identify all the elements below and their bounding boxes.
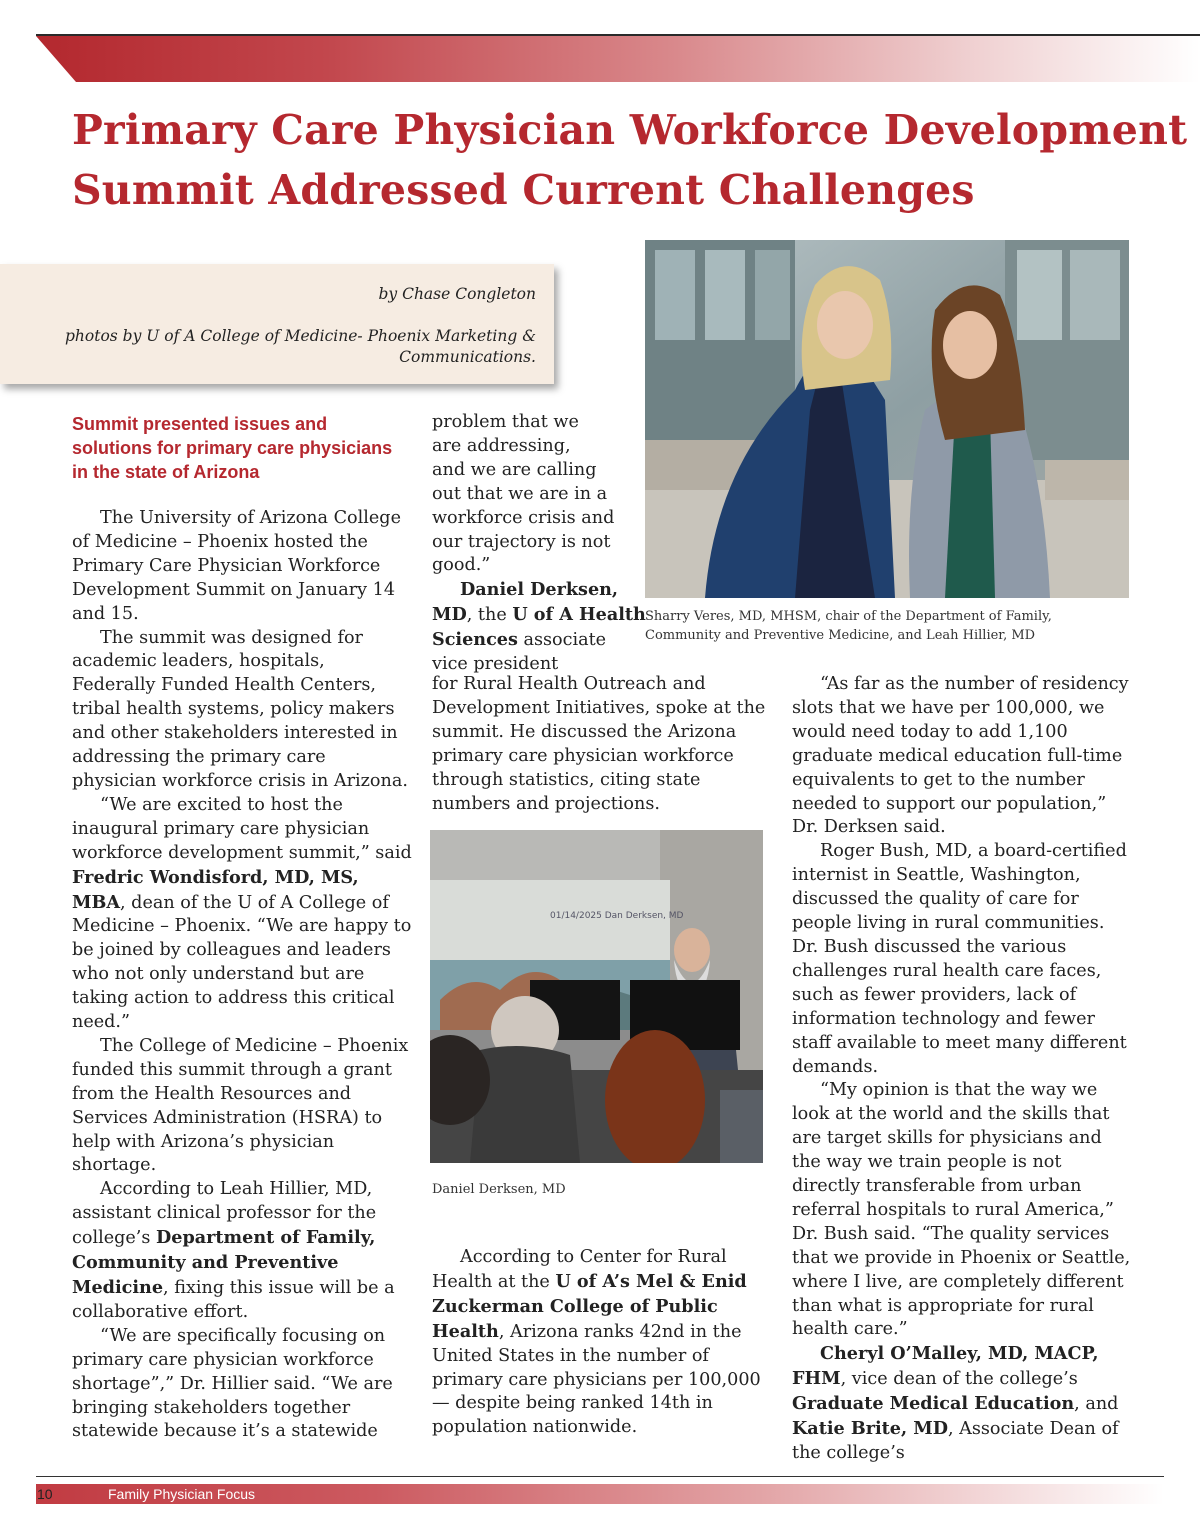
text-line: MD, the U of A Health (432, 604, 646, 626)
paragraph: “As far as the number of residency slots that we have per 100,000, we would need today to add 1,100 graduate medical education full-time equivalents to get to the number needed to support our population,” Dr. Derksen said. (792, 674, 1129, 838)
dept-name: Department of Family, Community and Preventive Medicine (72, 1227, 376, 1298)
header-band (36, 36, 1200, 82)
paragraph: “My opinion is that the way we look at the world and the skills that are target skills for physicians and the way we train people is not directly transferable from urban referral hospitals to rural America,” Dr. Bush said. “The quality services that we provide in Phoenix or Seattle, where I live, are completely different than what is appropriate for rural health care.” (792, 1080, 1131, 1340)
paragraph: The summit was designed for academic leaders, hospitals, Federally Funded Health Centers, tribal health systems, policy makers and other stakeholders interested in addressing the primary care physician workforce crisis in Arizona. (72, 627, 408, 791)
paragraph: “We are excited to host the inaugural primary care physician workforce development summit,” said Fredric Wondisford, MD, MS, MBA, dean of the U of A College of Medicine – Phoenix. “We are happy to be joined by colleagues and leaders who not only understand but are taking action to address this critical need.” (72, 794, 412, 1033)
article-subhead: Summit presented issues and solutions for primary care physicians in the state of Arizona (72, 414, 393, 482)
text-line: Sciences associate (432, 629, 607, 651)
text-line: problem that we (432, 412, 579, 432)
paragraph: According to Leah Hillier, MD, assistant clinical professor for the college’s Department of Family, Community and Preventive Medicine, fixing this issue will be a collaborative effort. (72, 1179, 395, 1322)
name-derksen: Daniel Derksen, (460, 579, 619, 601)
text-line: our trajectory is not (432, 531, 611, 552)
paragraph: “We are specifically focusing on primary care physician workforce shortage”,” Dr. Hillier said. “We are bringing stakeholders together statewide because it’s a statewide (72, 1325, 393, 1442)
slide-text: 01/14/2025 Dan Derksen, MD (550, 911, 684, 921)
text-line: workforce crisis and (432, 507, 615, 528)
byline-photo-credit: photos by U of A College of Medicine- Phoenix Marketing & Communications. (65, 327, 536, 366)
text-line: vice president (432, 654, 559, 675)
photo-derksen (430, 830, 763, 1163)
paragraph: Cheryl O’Malley, MD, MACP, FHM, vice dean of the college’s Graduate Medical Education, and Katie Brite, MD, Associate Dean of the college’s (792, 1343, 1119, 1463)
title-line-2: Summit Addressed Current Challenges (72, 166, 975, 214)
magazine-name: Family Physician Focus (108, 1486, 256, 1502)
paragraph: The University of Arizona College of Medicine – Phoenix hosted the Primary Care Physician Workforce Development Summit on January 14 and 15. (72, 508, 401, 624)
title-line-1: Primary Care Physician Workforce Development (72, 106, 1188, 154)
top-rule (36, 34, 1200, 36)
text-line: are addressing, (432, 435, 571, 456)
text-line: good.” (432, 555, 491, 576)
body-column-2-top (432, 411, 646, 677)
body-column-2-bottom (432, 1246, 772, 1440)
photo1-caption: Sharry Veres, MD, MHSM, chair of the Department of Family, Community and Preventive Medicine, and Leah Hillier, MD (645, 609, 1052, 643)
paragraph: for Rural Health Outreach and Development Initiatives, spoke at the summit. He discussed the Arizona primary care physician workforce through statistics, citing state numbers and projections. (432, 674, 766, 814)
name-wondisford: Fredric Wondisford, MD, MS, MBA (72, 866, 359, 913)
paragraph: The College of Medicine – Phoenix funded this summit through a grant from the Health Resources and Services Administration (HSRA) to help with Arizona’s physician shortage. (72, 1035, 409, 1176)
page-number: 10 (37, 1486, 53, 1502)
photo2-caption: Daniel Derksen, MD (432, 1182, 566, 1197)
paragraph: Roger Bush, MD, a board-certified internist in Seattle, Washington, discussed the quality of care for people living in rural communities. Dr. Bush discussed the various challenges rural health care faces, such as fewer providers, lack of information technology and fewer staff available to meet many different demands. (792, 841, 1127, 1077)
article-title (72, 100, 1188, 220)
photo-veres-hillier (645, 240, 1129, 598)
body-column-3 (792, 673, 1132, 1466)
college-name: U of A’s Mel & Enid Zuckerman College of Public Health (432, 1270, 747, 1342)
byline-box (0, 264, 554, 384)
text-line (432, 578, 632, 603)
footer-rule (36, 1476, 1164, 1477)
text-line: out that we are in a (432, 483, 608, 504)
paragraph: According to Center for Rural Health at the U of A’s Mel & Enid Zuckerman College of Public Health, Arizona ranks 42nd in the United States in the number of primary care physicians per 100,000 — despite being ranked 14th in population nationwide. (432, 1247, 761, 1438)
text-line: and we are calling (432, 459, 597, 480)
byline-author: by Chase Congleton (378, 285, 536, 303)
body-column-1 (72, 507, 412, 1444)
body-column-2-mid (432, 673, 772, 816)
